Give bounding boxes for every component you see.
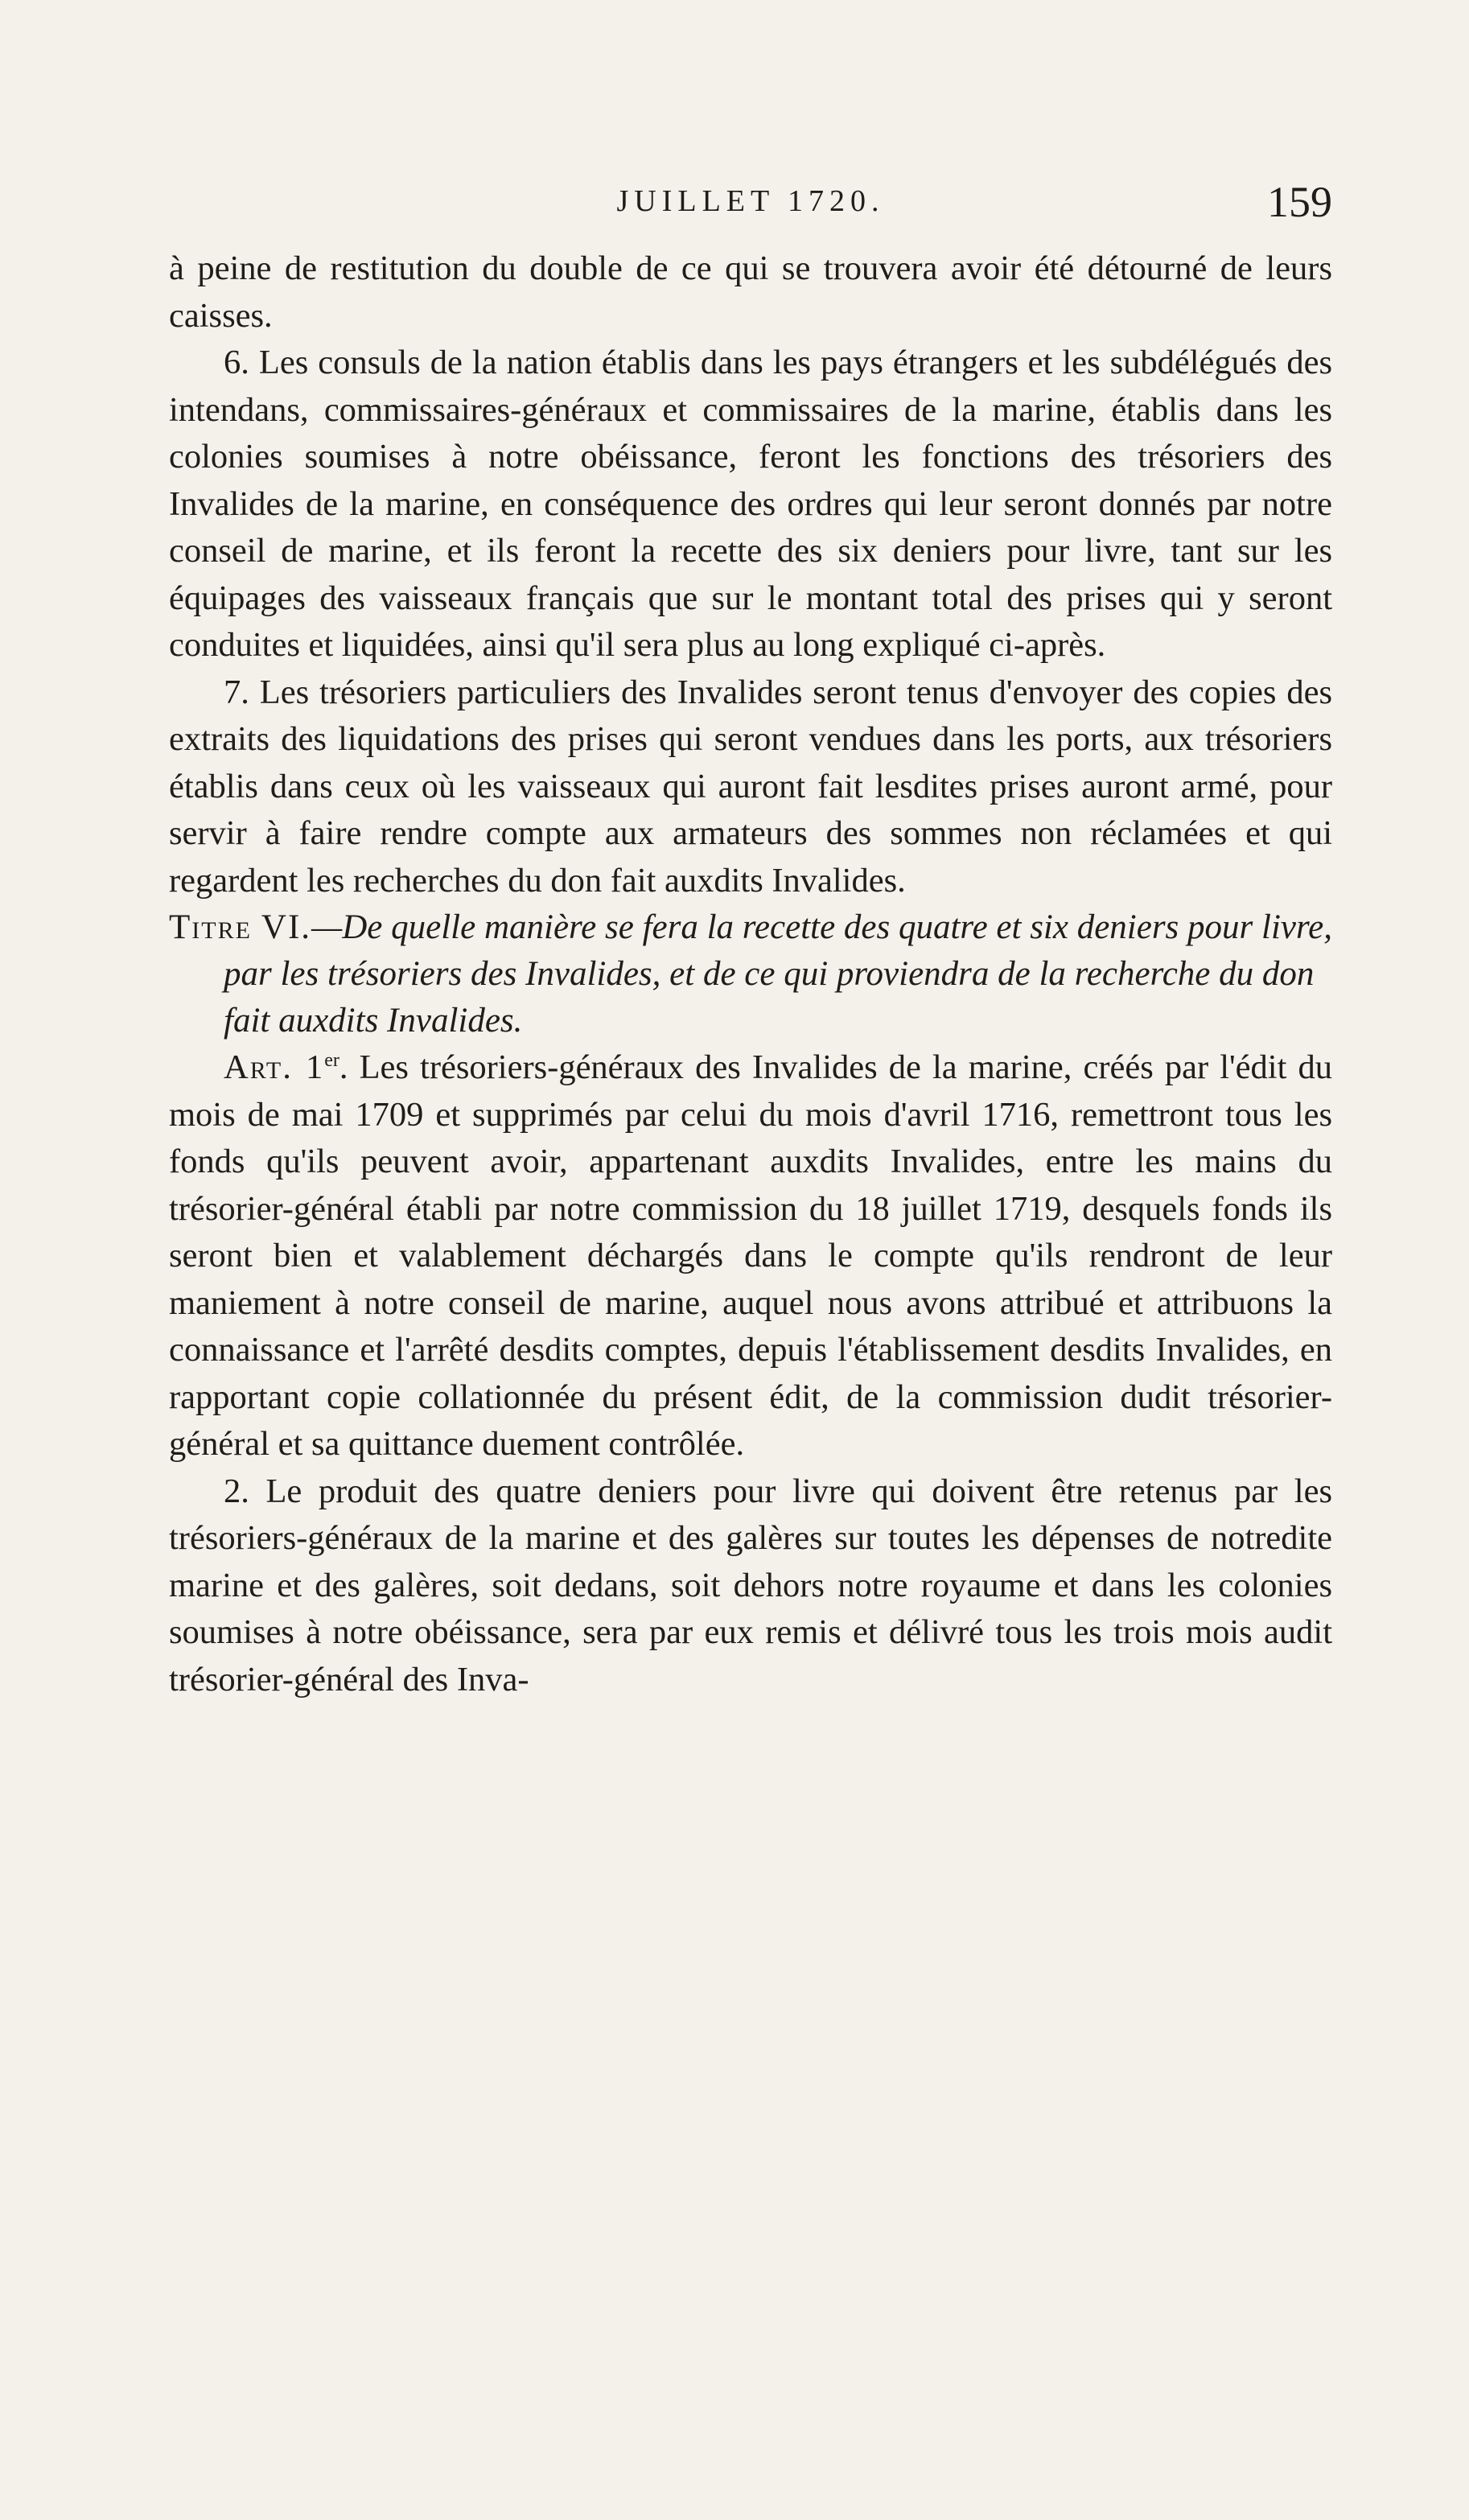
paragraph-article-2: 2. Le produit des quatre deniers pour livre qui doivent être retenus par les trésoriers-généraux de la marine et des galères sur toutes les dépenses de notredite marine et des galères, soit dedans, soit dehors notre royaume et dans les colonies soumises à notre obéissance, sera par eux remis et délivré tous les trois mois audit trésorier-général des Inva-	[169, 1472, 1332, 1699]
article-1-text: . Les trésoriers-généraux des Invalides de la marine, créés par l'édit du mois de mai 1709 et supprimés par celui du mois d'avril 1716, remettront tous les fonds qu'ils peuvent avoir, appartenant auxdits Invalides, entre les mains du trésorier-général établi par notre commission du 18 juillet 1719, desquels fonds ils seront bien et valablement déchargés dans le compte qu'ils rendront de leur maniement à notre conseil de marine, auquel nous avons attribué et attribuons la connaissance et l'arrêté desdits comptes, depuis l'établissement desdits Invalides, en rapportant copie collationnée du présent édit, de la commission dudit trésorier-général et sa quittance duement contrôlée.	[169, 1048, 1332, 1463]
section-title-text: —De quelle manière se fera la recette des quatre et six deniers pour livre, par les trésoriers des Invalides, et de ce qui proviendra de la recherche du don fait auxdits Invalides.	[224, 908, 1332, 1040]
article-ordinal-suffix: er	[324, 1049, 339, 1071]
running-title: JUILLET 1720.	[616, 184, 885, 218]
paragraph-article-6: 6. Les consuls de la nation établis dans les pays étrangers et les subdélégués des intendans, commissaires-généraux et commissaires de la marine, établis dans les colonies soumises à notre obéissance, feront les fonctions des trésoriers des Invalides de la marine, en conséquence des ordres qui leur seront donnés par notre conseil de marine, et ils feront la recette des six deniers pour livre, tant sur les équipages des vaisseaux français que sur le montant total des prises qui y seront conduites et liquidées, ainsi qu'il sera plus au long expliqué ci-après.	[169, 344, 1332, 664]
paragraph-continuation: à peine de restitution du double de ce qui se trouvera avoir été détourné de leurs caisses.	[169, 249, 1332, 335]
paragraph-article-7: 7. Les trésoriers particuliers des Invalides seront tenus d'envoyer des copies des extraits des liquidations des prises qui seront vendues dans les ports, aux trésoriers établis dans ceux où les vaisseaux qui auront fait lesdites prises auront armé, pour servir à faire rendre compte aux armateurs des sommes non réclamées et qui regardent les recherches du don fait auxdits Invalides.	[169, 673, 1332, 900]
page-body	[169, 245, 1332, 1703]
paragraph-article-1	[169, 1044, 1332, 1468]
page-number: 159	[1267, 178, 1332, 226]
article-label: Art. 1	[224, 1048, 325, 1086]
section-title	[169, 904, 1332, 1044]
page-header	[169, 178, 1332, 240]
section-title-label: Titre VI.	[169, 908, 312, 946]
